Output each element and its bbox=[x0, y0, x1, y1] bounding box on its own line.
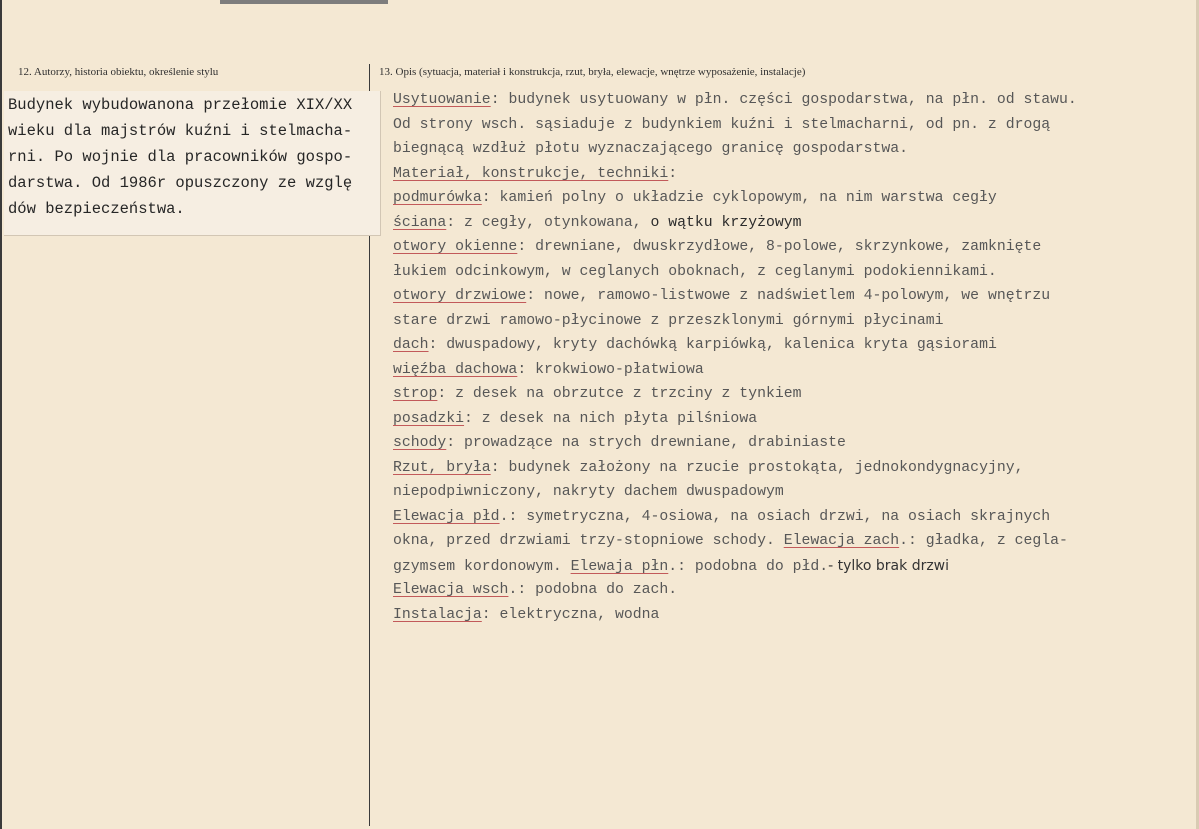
desc-text-dark: o wątku krzyżowym bbox=[650, 215, 802, 231]
desc-line-ceiling bbox=[393, 386, 801, 402]
desc-label: otwory okienne bbox=[393, 239, 518, 255]
desc-line: stare drzwi ramowo-płycinowe z przeszklonymi górnymi płycinami bbox=[393, 313, 944, 329]
history-line: rni. Po wojnie dla pracowników gospo- bbox=[8, 148, 353, 166]
desc-label: podmurówka bbox=[393, 190, 482, 206]
desc-text: : drewniane, dwuskrzydłowe, 8-polowe, skrzynkowe, zamknięte bbox=[517, 239, 1042, 255]
desc-line: niepodpiwniczony, nakryty dachem dwuspadowym bbox=[393, 484, 784, 500]
desc-label: dach bbox=[393, 337, 429, 353]
desc-line: Od strony wsch. sąsiaduje z budynkiem kuźni i stelmacharni, od pn. z drogą bbox=[393, 117, 1051, 133]
desc-line-installation bbox=[393, 607, 659, 623]
history-line: dów bezpieczeństwa. bbox=[8, 200, 185, 218]
desc-text: : budynek założony na rzucie prostokąta, jednokondygnacyjny, bbox=[490, 460, 1024, 476]
section-13-header: 13. Opis (sytuacja, materiał i konstrukcja, rzut, bryła, elewacje, wnętrze wyposażenie, instalacje) bbox=[379, 66, 806, 78]
desc-line-foundation bbox=[393, 190, 997, 206]
history-line: Budynek wybudowanona przełomie XIX/XX bbox=[8, 96, 353, 114]
desc-label: posadzki bbox=[393, 411, 465, 427]
desc-text: : prowadzące na strych drewniane, drabiniaste bbox=[446, 435, 846, 451]
desc-line-elev-east bbox=[393, 582, 677, 598]
desc-label: Materiał, konstrukcje, techniki bbox=[393, 166, 669, 182]
desc-line-elev-west bbox=[393, 533, 1068, 549]
desc-label: ściana bbox=[393, 215, 447, 231]
desc-label: strop bbox=[393, 386, 438, 402]
desc-line-materials bbox=[393, 166, 677, 182]
desc-label: Elewacja zach bbox=[783, 533, 900, 549]
history-line: wieku dla majstrów kuźni i stelmacha- bbox=[8, 122, 353, 140]
desc-line-elev-north bbox=[393, 558, 949, 575]
desc-line-stairs bbox=[393, 435, 846, 451]
desc-label: Usytuowanie bbox=[393, 92, 491, 108]
desc-text: .: gładka, z cegla- bbox=[899, 533, 1068, 549]
desc-text: : krokwiowo-płatwiowa bbox=[517, 362, 704, 378]
desc-line-location bbox=[393, 92, 1077, 108]
desc-label: Instalacja bbox=[393, 607, 482, 623]
desc-text: : nowe, ramowo-listwowe z nadświetlem 4-polowym, we wnętrzu bbox=[526, 288, 1051, 304]
desc-line-doors bbox=[393, 288, 1050, 304]
desc-text: : kamień polny o układzie cyklopowym, na nim warstwa cegły bbox=[481, 190, 997, 206]
desc-line-roof bbox=[393, 337, 997, 353]
history-pasted-slip bbox=[4, 91, 381, 236]
desc-line-windows bbox=[393, 239, 1041, 255]
desc-line-elev-south bbox=[393, 509, 1050, 525]
desc-text: .: podobna do zach. bbox=[508, 582, 678, 598]
desc-line-wall bbox=[393, 215, 801, 231]
desc-text: gzymsem kordonowym. bbox=[393, 559, 571, 575]
desc-line: łukiem odcinkowym, w ceglanych oboknach, z ceglanymi podokiennikami. bbox=[393, 264, 997, 280]
desc-text: : elektryczna, wodna bbox=[481, 607, 660, 623]
desc-line-floors bbox=[393, 411, 757, 427]
desc-label: Rzut, bryła bbox=[393, 460, 491, 476]
desc-label: Elewacja wsch bbox=[393, 582, 509, 598]
desc-text: : budynek usytuowany w płn. części gospodarstwa, na płn. od stawu. bbox=[490, 92, 1077, 108]
desc-label: otwory drzwiowe bbox=[393, 288, 527, 304]
desc-label: Elewaja płn bbox=[570, 559, 669, 575]
desc-text: : dwuspadowy, kryty dachówką karpiówką, kalenica kryta gąsiorami bbox=[428, 337, 997, 353]
top-tab-strip bbox=[220, 0, 388, 4]
desc-text: .: symetryczna, 4-osiowa, na osiach drzwi, na osiach skrajnych bbox=[499, 509, 1051, 525]
desc-text: : z cegły, otynkowana, bbox=[446, 215, 651, 231]
desc-label: więźba dachowa bbox=[393, 362, 518, 378]
desc-label: Elewacja płd bbox=[393, 509, 500, 525]
desc-text: : z desek na obrzutce z trzciny z tynkiem bbox=[437, 386, 802, 402]
desc-text: okna, przed drzwiami trzy-stopniowe schody. bbox=[393, 533, 784, 549]
history-line: darstwa. Od 1986r opuszczony ze wzglę bbox=[8, 174, 353, 192]
desc-line-truss bbox=[393, 362, 704, 378]
desc-label: schody bbox=[393, 435, 447, 451]
handwritten-note: - tylko brak drzwi bbox=[828, 558, 950, 574]
desc-text: .: podobna do płd. bbox=[668, 559, 829, 575]
desc-text: : z desek na nich płyta pilśniowa bbox=[464, 411, 758, 427]
desc-line: biegnącą wzdłuż płotu wyznaczającego granicę gospodarstwa. bbox=[393, 141, 909, 157]
desc-text: : bbox=[668, 166, 678, 182]
desc-line-plan bbox=[393, 460, 1023, 476]
section-12-header: 12. Autorzy, historia obiektu, określenie stylu bbox=[18, 66, 219, 78]
